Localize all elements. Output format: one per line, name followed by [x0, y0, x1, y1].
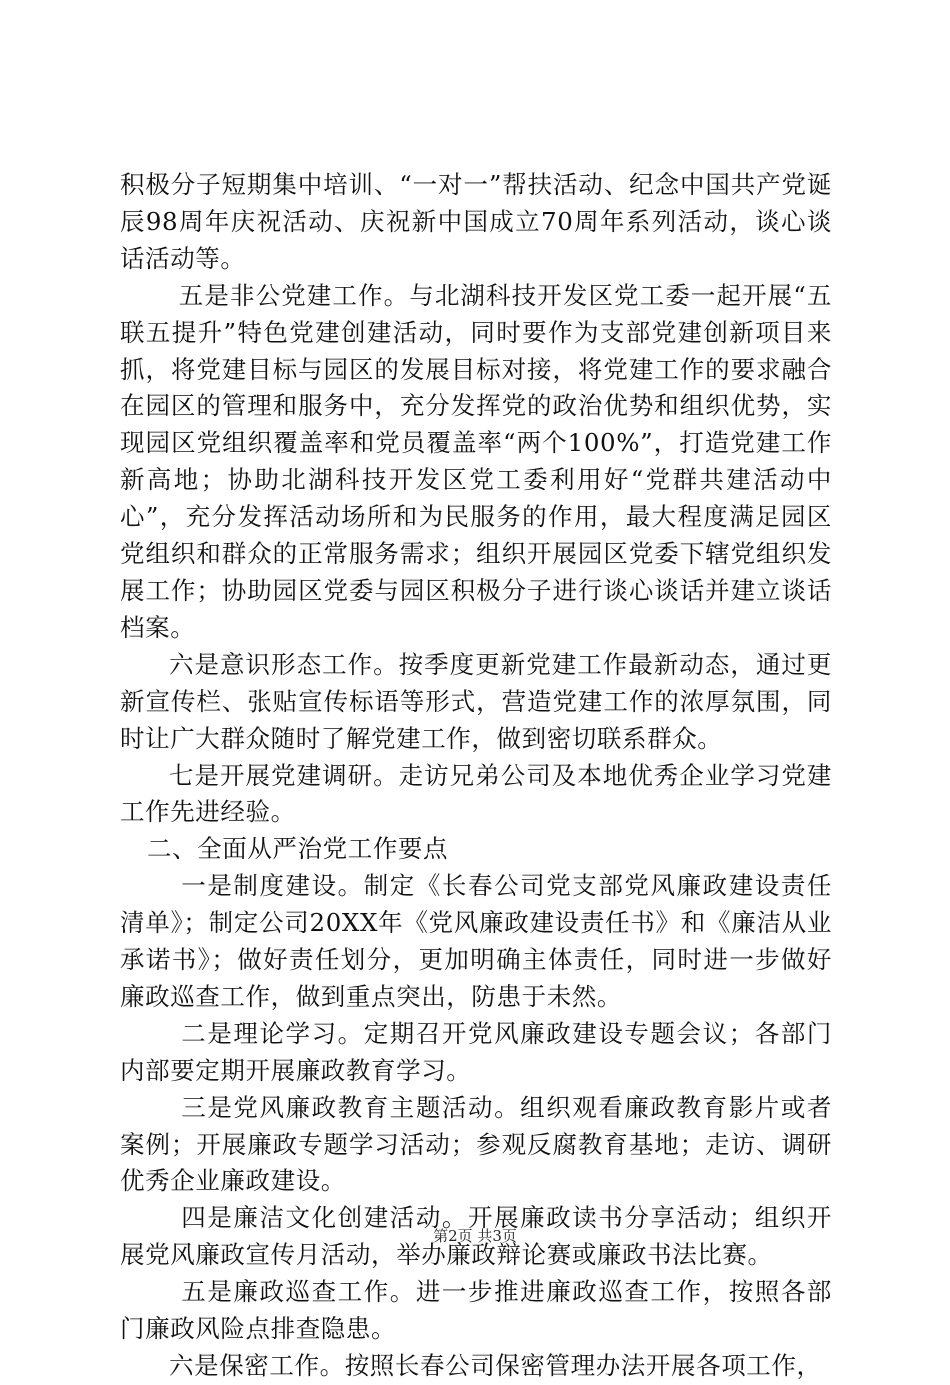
paragraph: 一是制度建设。制定《长春公司党支部党风廉政建设责任清单》；制定公司20XX年《党风廉政建设责任书》和《廉洁从业承诺书》；做好责任划分，更加明确主体责任，同时进一步做好廉政巡查工作，做到重点突出，防患于未然。 — [120, 871, 832, 1011]
paragraph: 二是理论学习。定期召开党风廉政建设专题会议；各部门内部要定期开展廉政教育学习。 — [120, 1018, 832, 1085]
paragraph: 七是开展党建调研。走访兄弟公司及本地优秀企业学习党建工作先进经验。 — [120, 760, 832, 827]
paragraph: 积极分子短期集中培训、“一对一”帮扶活动、纪念中国共产党诞辰98周年庆祝活动、庆祝新中国成立70周年系列活动，谈心谈话活动等。 — [120, 170, 832, 273]
paragraph: 五是非公党建工作。与北湖科技开发区党工委一起开展“五联五提升”特色党建创建活动，同时要作为支部党建创新项目来抓，将党建目标与园区的发展目标对接，将党建工作的要求融合在园区的管理和服务中，充分发挥党的政治优势和组织优势，实现园区党组织覆盖率和党员覆盖率“两个100%”，打造党建工作新高地；协助北湖科技开发区党工委利用好“党群共建活动中心”，充分发挥活动场所和为民服务的作用，最大程度满足园区党组织和群众的正常服务需求；组织开展园区党委下辖党组织发展工作；协助园区党委与园区积极分子进行谈心谈话并建立谈话档案。 — [120, 280, 832, 642]
paragraph: 四是廉洁文化创建活动。开展廉政读书分享活动；组织开展党风廉政宣传月活动，举办廉政辩论赛或廉政书法比赛。 — [120, 1203, 832, 1270]
paragraph: 六是意识形态工作。按季度更新党建工作最新动态，通过更新宣传栏、张贴宣传标语等形式，营造党建工作的浓厚氛围，同时让广大群众随时了解党建工作，做到密切联系群众。 — [120, 649, 832, 753]
section-heading: 二、全面从严治党工作要点 — [146, 834, 449, 864]
paragraph: 三是党风廉政教育主题活动。组织观看廉政教育影片或者案例；开展廉政专题学习活动；参观反腐教育基地；走访、调研优秀企业廉政建设。 — [120, 1092, 832, 1196]
paragraph: 五是廉政巡查工作。进一步推进廉政巡查工作，按照各部门廉政风险点排查隐患。 — [120, 1277, 832, 1344]
page-footer: 第2页 共3页 — [433, 1227, 517, 1245]
paragraph: 六是保密工作。按照长春公司保密管理办法开展各项工作， — [169, 1351, 822, 1380]
document-body — [120, 167, 832, 1385]
